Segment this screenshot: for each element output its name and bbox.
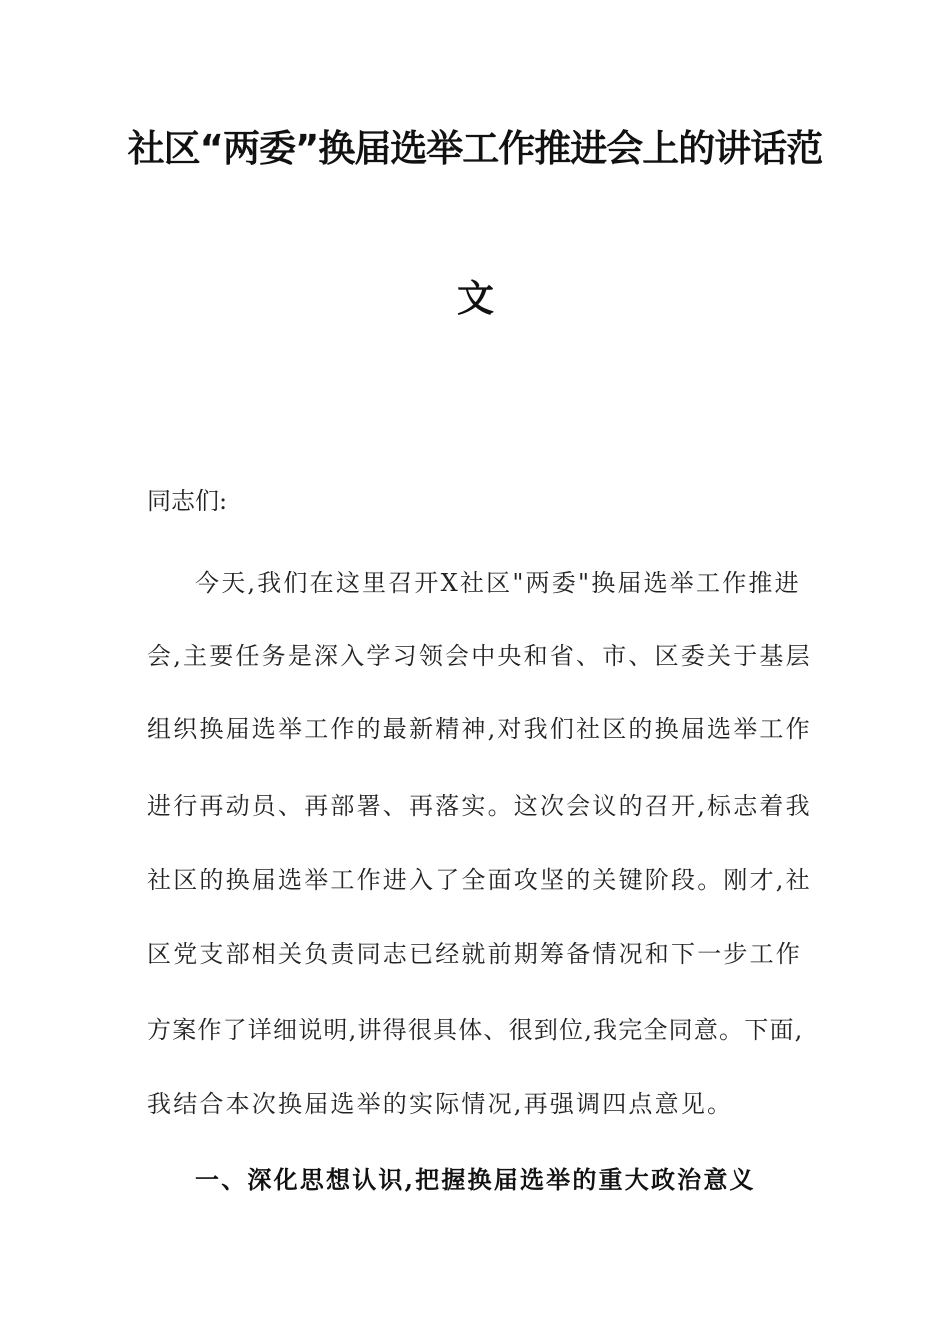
paragraph-line: 组织换届选举工作的最新精神,对我们社区的换届选举工作 [147, 715, 812, 743]
paragraph-line: 今天,我们在这里召开X社区"两委"换届选举工作推进 [195, 569, 801, 597]
salutation: 同志们: [147, 487, 228, 515]
paragraph-line: 进行再动员、再部署、再落实。这次会议的召开,标志着我 [147, 792, 812, 820]
paragraph-line: 我结合本次换届选举的实际情况,再强调四点意见。 [147, 1090, 734, 1118]
paragraph-line: 社区的换届选举工作进入了全面攻坚的关键阶段。刚才,社 [147, 866, 812, 894]
document-title-line-1: 社区“两委”换届选举工作推进会上的讲话范 [127, 127, 823, 170]
section-heading: 一、深化思想认识,把握换届选举的重大政治意义 [195, 1165, 756, 1194]
paragraph-line: 方案作了详细说明,讲得很具体、很到位,我完全同意。下面, [147, 1016, 804, 1044]
paragraph-line: 会,主要任务是深入学习领会中央和省、市、区委关于基层 [147, 642, 812, 670]
document-title-line-2: 文 [457, 277, 493, 320]
paragraph-line: 区党支部相关负责同志已经就前期筹备情况和下一步工作 [147, 940, 802, 968]
